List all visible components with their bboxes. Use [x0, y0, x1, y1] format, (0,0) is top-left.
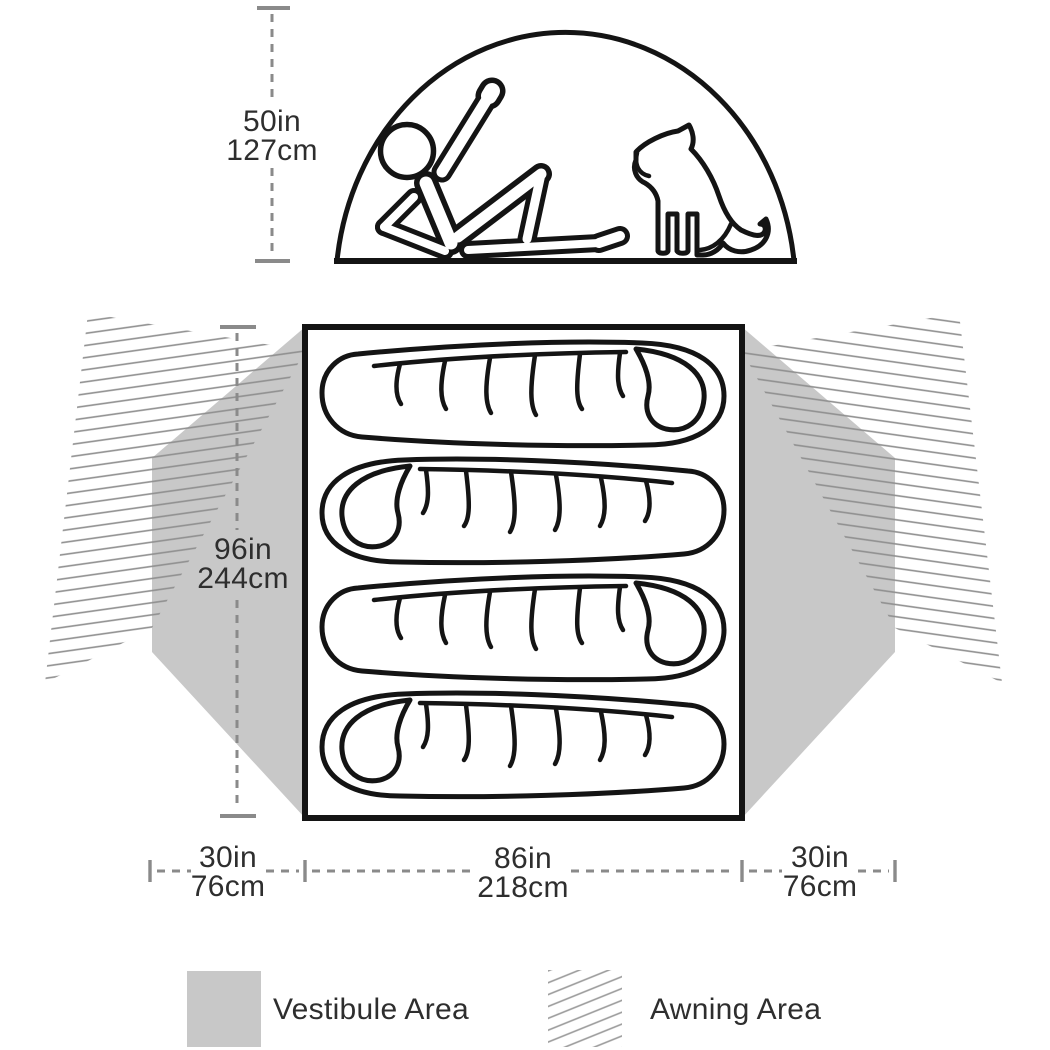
sleeping-bag-1 [322, 342, 724, 446]
sleeping-bag-4 [322, 693, 724, 797]
floor-width-in: 86in [494, 842, 552, 875]
depth-dimension-label [197, 535, 289, 593]
awning-legend-label: Awning Area [650, 993, 822, 1026]
sleeping-bag-3 [322, 576, 724, 680]
right-vestibule-width-label [783, 843, 858, 901]
height-in: 50in [243, 105, 301, 138]
left-vestibule-width-label [191, 843, 266, 901]
vestibule-legend-label: Vestibule Area [273, 993, 470, 1026]
left-vestibule-cm: 76cm [190, 870, 266, 903]
person-head [381, 125, 434, 178]
floor-width-cm: 218cm [477, 871, 569, 904]
awning-legend-swatch [548, 970, 622, 1047]
side-view [334, 32, 797, 261]
left-vestibule-in: 30in [199, 841, 257, 874]
vestibule-legend-swatch [187, 971, 261, 1047]
right-vestibule-in: 30in [791, 841, 849, 874]
depth-cm: 244cm [197, 562, 289, 595]
right-vestibule-cm: 76cm [782, 870, 858, 903]
height-cm: 127cm [226, 134, 318, 167]
floor-plan [45, 313, 1002, 818]
sleeping-bag-2 [322, 459, 724, 563]
floor-width-label [477, 844, 569, 902]
depth-in: 96in [214, 533, 272, 566]
height-dimension-label [226, 107, 318, 165]
